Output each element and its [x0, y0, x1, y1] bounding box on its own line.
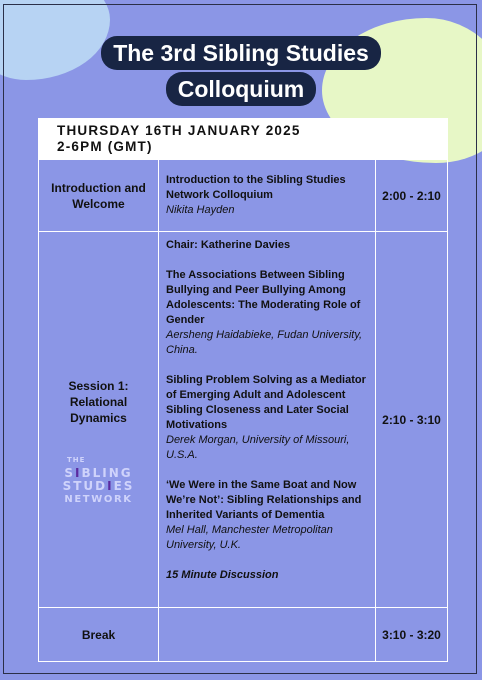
intro-time: 2:00 - 2:10	[376, 160, 448, 232]
schedule-row-intro	[39, 160, 448, 232]
schedule-row-break	[39, 608, 448, 662]
talk-2-title: Sibling Problem Solving as a Mediator of Emerging Adult and Adolescent Sibling Closeness and Later Social Motivations	[166, 374, 366, 431]
talk-3-author: Mel Hall, Manchester Metropolitan University, U.K.	[166, 524, 333, 551]
sibling-studies-network-logo	[45, 454, 152, 506]
talk-3-title: ‘We Were in the Same Boat and Now We’re Not’: Sibling Relationships and Inherited Variants of Dementia	[166, 479, 362, 521]
title-line-2: Colloquium	[166, 72, 316, 106]
event-date	[39, 121, 375, 157]
session1-label: Session 1: Relational Dynamics	[68, 378, 129, 425]
event-time-range: 2-6PM (GMT)	[57, 139, 153, 154]
break-empty-cell	[159, 608, 376, 662]
intro-title: Introduction to the Sibling Studies Network Colloquium	[166, 174, 346, 201]
logo-line-2: SIBLING	[64, 465, 133, 480]
session1-time: 2:10 - 3:10	[376, 232, 448, 608]
talk-1-title: The Associations Between Sibling Bullying and Peer Bullying Among Adolescents: The Moderating Role of Gender	[166, 269, 361, 326]
session1-label-cell	[39, 232, 159, 608]
logo-line-3: STUDIES	[62, 478, 135, 493]
talk-1-author: Aersheng Haidabieke, Fudan University, China.	[166, 329, 363, 356]
session1-content	[159, 232, 376, 608]
date-empty-cell	[376, 119, 448, 160]
date-cell	[39, 119, 376, 160]
date-row	[39, 119, 448, 160]
break-label: Break	[39, 608, 159, 662]
session1-chair: Chair: Katherine Davies	[166, 239, 291, 251]
intro-speaker: Nikita Hayden	[166, 204, 235, 216]
intro-content	[159, 160, 376, 232]
talk-2-author: Derek Morgan, University of Missouri, U.S.A.	[166, 434, 350, 461]
event-date-day: THURSDAY 16TH JANUARY 2025	[57, 123, 301, 138]
logo-accent-letter: I	[107, 478, 114, 493]
schedule-row-session1	[39, 232, 448, 608]
poster-title	[0, 36, 482, 108]
schedule-table	[38, 118, 448, 662]
logo-line-4: NETWORK	[64, 493, 133, 505]
break-time: 3:10 - 3:20	[376, 608, 448, 662]
logo-accent-letter: I	[75, 465, 82, 480]
title-line-1: The 3rd Sibling Studies	[101, 36, 381, 70]
intro-label: Introduction and Welcome	[39, 160, 159, 232]
session1-discussion: 15 Minute Discussion	[166, 569, 279, 581]
logo-line-1: THE	[67, 455, 86, 464]
